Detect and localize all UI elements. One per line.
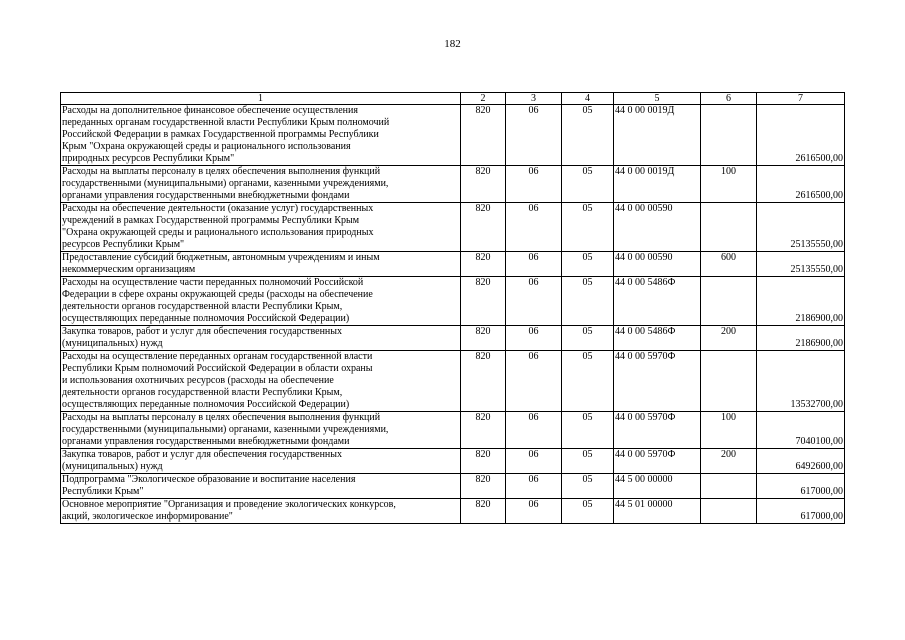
row-description: Подпрограмма "Экологическое образование и воспитание населения Республики Крым" (61, 474, 461, 499)
code-subsection: 05 (562, 474, 614, 499)
row-description: Расходы на выплаты персоналу в целях обеспечения выполнения функций государственными (муниципальными) органами, казенными учреждениями, органами управления государственными внебюджетными фондами (61, 412, 461, 449)
code-subsection: 05 (562, 351, 614, 412)
table-row (61, 105, 845, 166)
code-expense-type (701, 203, 757, 252)
table-row (61, 326, 845, 351)
table-header-row (61, 93, 845, 105)
row-description: Закупка товаров, работ и услуг для обеспечения государственных (муниципальных) нужд (61, 449, 461, 474)
row-description: Закупка товаров, работ и услуг для обеспечения государственных (муниципальных) нужд (61, 326, 461, 351)
code-section: 06 (506, 203, 562, 252)
code-subsection: 05 (562, 203, 614, 252)
code-subsection: 05 (562, 326, 614, 351)
header-cell: 6 (701, 93, 757, 105)
row-description: Основное мероприятие "Организация и проведение экологических конкурсов, акций, экологическое информирование" (61, 499, 461, 524)
header-cell: 2 (461, 93, 506, 105)
header-cell: 7 (757, 93, 845, 105)
code-target-article: 44 0 00 0019Д (614, 105, 701, 166)
code-admin: 820 (461, 499, 506, 524)
code-admin: 820 (461, 449, 506, 474)
table-row (61, 252, 845, 277)
code-expense-type (701, 499, 757, 524)
amount: 7040100,00 (757, 412, 845, 449)
code-target-article: 44 0 00 5486Ф (614, 277, 701, 326)
row-description: Предоставление субсидий бюджетным, автономным учреждениям и иным некоммерческим организациям (61, 252, 461, 277)
code-admin: 820 (461, 105, 506, 166)
code-expense-type (701, 351, 757, 412)
code-admin: 820 (461, 474, 506, 499)
row-description: Расходы на осуществление переданных органам государственной власти Республики Крым полномочий Российской Федерации в области охраны и использования охотничьих ресурсов (расходы на обеспечение деятельности органов государственной власти Республики Крым, осуществляющих переданные полномочия Российской Федерации) (61, 351, 461, 412)
code-subsection: 05 (562, 449, 614, 474)
page-number: 182 (444, 38, 461, 50)
table-row (61, 166, 845, 203)
code-target-article: 44 0 00 00590 (614, 252, 701, 277)
code-subsection: 05 (562, 277, 614, 326)
table-row (61, 474, 845, 499)
code-section: 06 (506, 351, 562, 412)
code-admin: 820 (461, 412, 506, 449)
code-admin: 820 (461, 252, 506, 277)
amount: 617000,00 (757, 499, 845, 524)
table-row (61, 351, 845, 412)
table-row (61, 203, 845, 252)
code-section: 06 (506, 105, 562, 166)
amount: 2616500,00 (757, 166, 845, 203)
code-expense-type: 100 (701, 412, 757, 449)
table-row (61, 277, 845, 326)
code-target-article: 44 0 00 5970Ф (614, 351, 701, 412)
amount: 2186900,00 (757, 277, 845, 326)
code-subsection: 05 (562, 105, 614, 166)
table-row (61, 499, 845, 524)
code-target-article: 44 0 00 5486Ф (614, 326, 701, 351)
code-target-article: 44 5 01 00000 (614, 499, 701, 524)
code-section: 06 (506, 474, 562, 499)
amount: 2186900,00 (757, 326, 845, 351)
code-section: 06 (506, 277, 562, 326)
code-target-article: 44 0 00 5970Ф (614, 449, 701, 474)
amount: 2616500,00 (757, 105, 845, 166)
code-section: 06 (506, 166, 562, 203)
code-expense-type: 100 (701, 166, 757, 203)
row-description: Расходы на выплаты персоналу в целях обеспечения выполнения функций государственными (муниципальными) органами, казенными учреждениями, органами управления государственными внебюджетными фондами (61, 166, 461, 203)
code-admin: 820 (461, 166, 506, 203)
code-expense-type (701, 474, 757, 499)
code-section: 06 (506, 499, 562, 524)
code-admin: 820 (461, 351, 506, 412)
amount: 13532700,00 (757, 351, 845, 412)
code-admin: 820 (461, 203, 506, 252)
code-admin: 820 (461, 277, 506, 326)
code-expense-type: 600 (701, 252, 757, 277)
code-target-article: 44 5 00 00000 (614, 474, 701, 499)
code-subsection: 05 (562, 412, 614, 449)
code-expense-type (701, 277, 757, 326)
code-subsection: 05 (562, 499, 614, 524)
code-section: 06 (506, 326, 562, 351)
amount: 617000,00 (757, 474, 845, 499)
amount: 25135550,00 (757, 203, 845, 252)
row-description: Расходы на дополнительное финансовое обеспечение осуществления переданных органам государственной власти Республики Крым полномочий Российской Федерации в рамках Государственной программы Республики Крым "Охрана окружающей среды и рационального использования природных ресурсов Республики Крым" (61, 105, 461, 166)
code-target-article: 44 0 00 00590 (614, 203, 701, 252)
row-description: Расходы на осуществление части переданных полномочий Российской Федерации в сфере охраны окружающей среды (расходы на обеспечение деятельности органов государственной власти Республики Крым, осуществляющих переданные полномочия Российской Федерации) (61, 277, 461, 326)
budget-table (60, 92, 845, 524)
header-cell: 3 (506, 93, 562, 105)
code-target-article: 44 0 00 0019Д (614, 166, 701, 203)
code-target-article: 44 0 00 5970Ф (614, 412, 701, 449)
table-row (61, 412, 845, 449)
code-section: 06 (506, 412, 562, 449)
code-subsection: 05 (562, 166, 614, 203)
code-section: 06 (506, 449, 562, 474)
amount: 6492600,00 (757, 449, 845, 474)
header-cell: 1 (61, 93, 461, 105)
code-expense-type: 200 (701, 449, 757, 474)
amount: 25135550,00 (757, 252, 845, 277)
header-cell: 5 (614, 93, 701, 105)
code-expense-type (701, 105, 757, 166)
header-cell: 4 (562, 93, 614, 105)
table-row (61, 449, 845, 474)
code-admin: 820 (461, 326, 506, 351)
code-section: 06 (506, 252, 562, 277)
code-expense-type: 200 (701, 326, 757, 351)
row-description: Расходы на обеспечение деятельности (оказание услуг) государственных учреждений в рамках Государственной программы Республики Крым "Охрана окружающей среды и рационального использования природных ресурсов Республики Крым" (61, 203, 461, 252)
code-subsection: 05 (562, 252, 614, 277)
